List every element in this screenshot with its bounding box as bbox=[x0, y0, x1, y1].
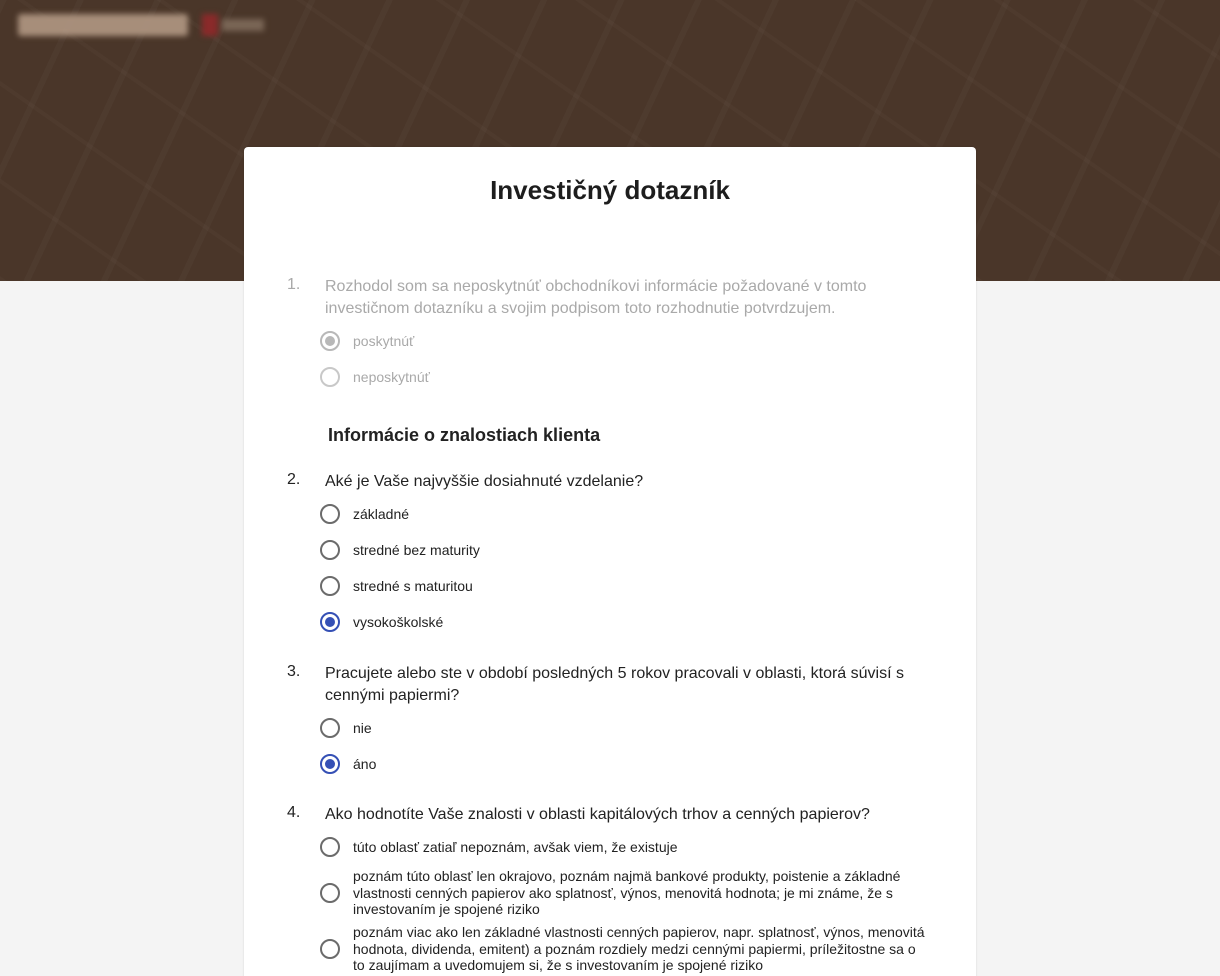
radio-checked-icon[interactable] bbox=[320, 331, 340, 351]
question-number: 2. bbox=[287, 471, 301, 488]
question-text: Pracujete alebo ste v období posledných 5 rokov pracovali v oblasti, ktorá súvisí s cennými papiermi? bbox=[325, 665, 904, 704]
radio-checked-icon[interactable] bbox=[320, 754, 340, 774]
option-label: nie bbox=[353, 719, 372, 736]
question-number: 3. bbox=[287, 663, 301, 680]
option-label: túto oblasť zatiaľ nepoznám, avšak viem, že existuje bbox=[353, 838, 678, 855]
radio-unchecked-icon[interactable] bbox=[320, 939, 340, 959]
questionnaire-card bbox=[244, 147, 976, 976]
radio-unchecked-icon[interactable] bbox=[320, 576, 340, 596]
option-label: vysokoškolské bbox=[353, 613, 444, 630]
option-label: poznám viac ako len základné vlastnosti cenných papierov, napr. splatnosť, výnos, menovitá hodnota, dividenda, emitent) a poznám rozdiely medzi cennými papiermi, príležitostne sa o to zaujímam a uvedomujem si, že s investovaním je spojené riziko bbox=[353, 924, 925, 974]
option-label: stredné bez maturity bbox=[353, 541, 480, 558]
question-number: 4. bbox=[287, 804, 301, 821]
option-label: stredné s maturitou bbox=[353, 577, 473, 594]
option-nie[interactable] bbox=[320, 710, 927, 746]
question-1 bbox=[287, 276, 927, 395]
option-label: áno bbox=[353, 755, 377, 772]
logo-mark-icon bbox=[202, 14, 264, 36]
radio-unchecked-icon[interactable] bbox=[320, 540, 340, 560]
option-zakladne[interactable] bbox=[320, 496, 927, 532]
option-group bbox=[320, 496, 927, 640]
page-title: Investičný dotazník bbox=[490, 175, 730, 205]
question-text: Aké je Vaše najvyššie dosiahnuté vzdelanie? bbox=[325, 473, 644, 490]
option-label: základné bbox=[353, 505, 410, 522]
option-vysokoskolske[interactable] bbox=[320, 604, 927, 640]
option-knowledge-basic[interactable] bbox=[320, 865, 927, 921]
option-group bbox=[320, 829, 927, 976]
logo-wordmark bbox=[18, 14, 188, 36]
radio-unchecked-icon[interactable] bbox=[320, 504, 340, 524]
option-group bbox=[320, 710, 927, 782]
question-3 bbox=[287, 663, 927, 782]
option-label: neposkytnúť bbox=[353, 368, 430, 385]
radio-unchecked-icon[interactable] bbox=[320, 718, 340, 738]
question-4 bbox=[287, 804, 927, 976]
radio-unchecked-icon[interactable] bbox=[320, 837, 340, 857]
company-logo[interactable] bbox=[18, 14, 264, 36]
option-poskytnut[interactable] bbox=[320, 323, 927, 359]
question-number: 1. bbox=[287, 276, 301, 293]
option-stredne-s-maturitou[interactable] bbox=[320, 568, 927, 604]
option-ano[interactable] bbox=[320, 746, 927, 782]
radio-unchecked-icon[interactable] bbox=[320, 883, 340, 903]
radio-checked-icon[interactable] bbox=[320, 612, 340, 632]
question-2 bbox=[287, 471, 927, 640]
question-text: Ako hodnotíte Vaše znalosti v oblasti kapitálových trhov a cenných papierov? bbox=[325, 806, 870, 823]
option-group bbox=[320, 323, 927, 395]
option-label: poskytnúť bbox=[353, 332, 415, 349]
option-neposkytnut[interactable] bbox=[320, 359, 927, 395]
question-text: Rozhodol som sa neposkytnúť obchodníkovi informácie požadované v tomto investičnom dotazníku a svojim podpisom toto rozhodnutie potvrdzujem. bbox=[325, 278, 867, 317]
option-label: poznám túto oblasť len okrajovo, poznám najmä bankové produkty, poistenie a základné vlastnosti cenných papierov ako splatnosť, výnos, menovitá hodnota; je mi známe, že s investovaním je spojené riziko bbox=[353, 868, 901, 918]
option-knowledge-none[interactable] bbox=[320, 829, 927, 865]
section-heading: Informácie o znalostiach klienta bbox=[328, 425, 601, 445]
radio-unchecked-icon[interactable] bbox=[320, 367, 340, 387]
option-stredne-bez-maturity[interactable] bbox=[320, 532, 927, 568]
option-knowledge-intermediate[interactable] bbox=[320, 921, 927, 976]
